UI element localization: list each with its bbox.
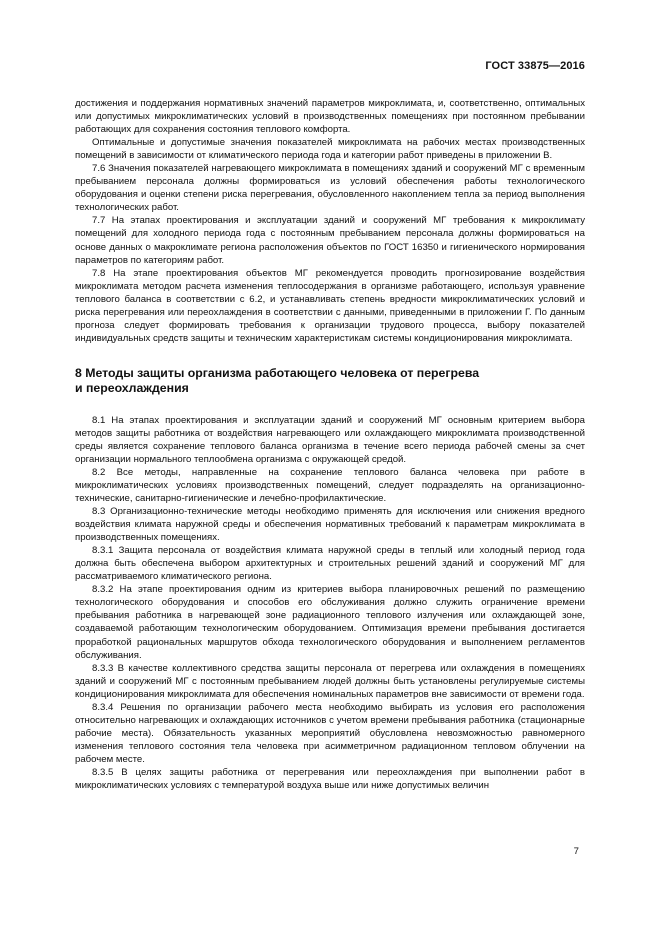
paragraph-8-3-1: 8.3.1 Защита персонала от воздействия климата наружной среды в теплый или холодный период года должна быть обеспечена выбором архитектурных и строительных решений зданий и сооружений МГ для рассматриваемого климатического региона.	[75, 545, 585, 583]
paragraph-optimal-values: Оптимальные и допустимые значения показателей микроклимата на рабочих местах производственных помещений в зависимости от климатического периода года и категории работ приведены в приложении В.	[75, 137, 585, 162]
paragraph-7-6: 7.6 Значения показателей нагревающего микроклимата в помещениях зданий и сооружений МГ с временным пребыванием персонала должны формироваться из условий обеспечения работы технологического оборудования и оценки степени риска перегревания, обусловленного накоплением тепла за период выполнения технологических работ.	[75, 163, 585, 214]
section-title-line-1: 8 Методы защиты организма работающего человека от перегрева	[75, 365, 480, 380]
paragraph-8-3-3: 8.3.3 В качестве коллективного средства защиты персонала от перегрева или охлаждения в помещениях зданий и сооружений МГ с постоянным пребыванием людей должны быть установлены регулируемые системы кондиционирования микроклимата для обеспечения номинальных параметров вне зависимости от времени года.	[75, 662, 585, 700]
standard-designation: ГОСТ 33875—2016	[485, 60, 585, 72]
paragraph-8-3-2: 8.3.2 На этапе проектирования одним из критериев выбора планировочных решений по размещению технологического оборудования и способов его обслуживания должно служить ограничение времени пребывания работника в нагревающей зоне радиационного теплового излучения или охлаждающей зоне, создаваемой работающим технологическим оборудованием. Оптимизация времени пребывания достигается проработкой рациональных маршрутов обхода технологического оборудования и выполнением регламентов обслуживания.	[75, 584, 585, 661]
paragraph-7-7: 7.7 На этапах проектирования и эксплуатации зданий и сооружений МГ требования к микроклимату помещений для холодного периода года с постоянным пребыванием персонала должны формироваться на основе данных о макроклимате региона расположения объектов по ГОСТ 16350 и гигиенического нормирования параметров по категориям работ.	[75, 215, 585, 266]
paragraph-8-1: 8.1 На этапах проектирования и эксплуатации зданий и сооружений МГ основным критерием выбора методов защиты работника от воздействия нагревающего или охлаждающего микроклимата производственной среды является сохранение теплового баланса организма в течение всего периода рабочей смены за счет организации нормального теплообмена организма с окружающей средой.	[75, 414, 585, 465]
paragraph-7-8: 7.8 На этапе проектирования объектов МГ рекомендуется проводить прогнозирование воздействия микроклимата методом расчета изменения теплосодержания в организме работающего, используя уравнение теплового баланса в соответствии с 6.2, и устанавливать степень вредности микроклиматических условий и риска перегревания или переохлаждения в соответствии с данными, приведенными в приложении Г. По данным прогноза следует формировать требования к организации трудового процесса, выбору показателей индивидуальных средств защиты и техническим характеристикам системы кондиционирования микроклимата.	[75, 267, 585, 344]
document-body	[75, 97, 585, 792]
section-8-title	[75, 366, 585, 397]
paragraph-continuation: достижения и поддержания нормативных значений параметров микроклимата, и, соответственно, оптимальных или допустимых микроклиматических условий в производственных помещениях при постоянном пребывании работающих для сохранения состояния теплового комфорта.	[75, 98, 585, 136]
paragraph-8-2: 8.2 Все методы, направленные на сохранение теплового баланса человека при работе в микроклиматических условиях производственных помещений, следует подразделять на организационно-технические, санитарно-гигиенические и лечебно-профилактические.	[75, 466, 585, 504]
page-number: 7	[573, 846, 579, 857]
paragraph-8-3-4: 8.3.4 Решения по организации рабочего места необходимо выбирать из условия его расположения относительно нагревающих и охлаждающих источников с учетом времени пребывания работника (стационарные рабочие места). Обязательность указанных мероприятий обусловлена невозможностью равномерного изменения теплового состояния тела человека при асимметричном радиационном тепловом облучении на рабочем месте.	[75, 701, 585, 765]
section-title-line-2: и переохлаждения	[75, 381, 189, 396]
paragraph-8-3-5: 8.3.5 В целях защиты работника от перегревания или переохлаждения при выполнении работ в микроклиматических условиях с температурой воздуха выше или ниже допустимых величин	[75, 766, 585, 792]
paragraph-8-3: 8.3 Организационно-технические методы необходимо применять для исключения или снижения вредного воздействия климата наружной среды и обеспечения нормативных требований к параметрам микроклимата в производственных помещениях.	[75, 506, 585, 544]
